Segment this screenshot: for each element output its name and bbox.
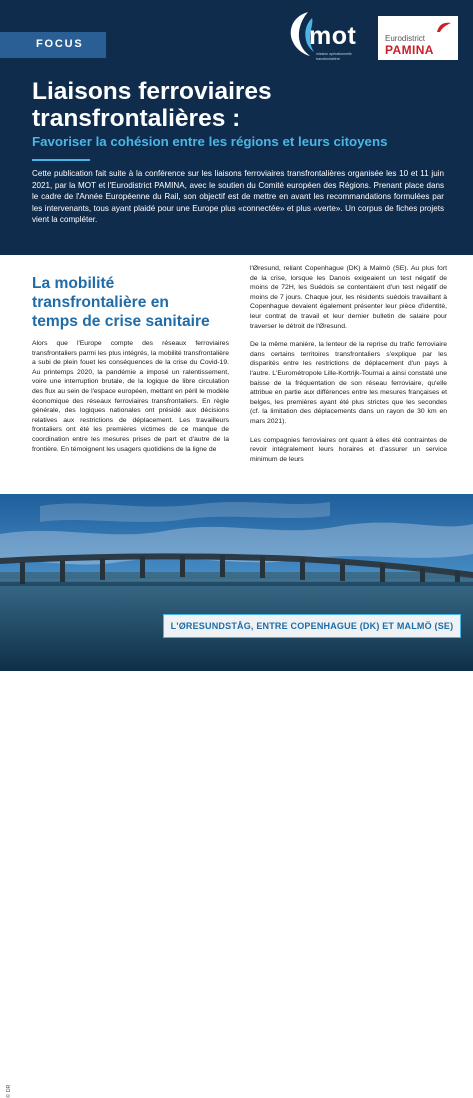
mot-logo [282,10,358,66]
right-paragraph-2: De la même manière, la lenteur de la reprise du trafic ferroviaire dans certains territoires transfrontaliers s'explique par les disparités entre les restrictions de déplacement d'un pays à l'autre. L'Eurométropole Lille-Kortrijk-Tournai a ainsi constaté une baisse de la fréquentation de son réseau ferroviaire, qu'elle attribue en partie aux différences entre les mesures françaises et belges, les premières ayant été plus strictes que les secondes (cf. la limitation des déplacements dans un rayon de 30 km en mars 2021). [250,341,447,425]
oresund-bridge-image [0,494,473,671]
right-paragraph-1: l'Øresund, reliant Copenhague (DK) à Malmö (SE). Au plus fort de la crise, lorsque les Danois exigeaient un test négatif de moins de 72H, les Suédois se contentaient d'un test négatif de moins de 7 jours. Chaque jour, les résidents suédois travaillant à Copenhague devaient également présenter leur pièce d'identité, leur contrat de travail et leur dernier bulletin de salaire pour traverser le détroit de l'Øresund. [250,265,447,330]
pamina-logo [378,16,458,60]
mot-subtitle: mission opérationnelle transfrontalière [316,52,352,61]
section-title-line-1: La mobilité [32,275,115,292]
photo-caption: L'ØRESUNDSTÅG, ENTRE COPENHAGUE (DK) ET MALMÖ (SE) [163,614,461,638]
title-line-2: transfrontalières : [32,105,241,132]
bridge-photo [0,494,473,1098]
page-title [32,78,452,132]
section-title-line-2: transfrontalière en [32,294,169,311]
intro-paragraph: Cette publication fait suite à la conférence sur les liaisons ferroviaires transfrontalières organisée les 10 et 11 juin 2021, par la MOT et l'Eurodistrict PAMINA, avec le soutien du Comité européen des Régions. Prenant place dans le cadre de l'Année Européenne du Rail, son objectif est de mettre en avant les recommandations formulées par les intervenants, tous ayant plaidé pour une Europe plus «connectée» et plus «verte». Un corpus de fiches projets vient la compléter. [32,169,444,225]
right-paragraph-3: Les compagnies ferroviaires ont quant à elles été contraintes de revoir intégralement leurs horaires et d'assurer un service minimum de leurs [250,436,447,463]
pamina-eurodistrict-text: Eurodistrict [385,34,426,43]
mot-wordmark: mot [309,22,357,50]
title-line-1: Liaisons ferroviaires [32,78,272,105]
focus-tab [0,32,106,58]
section-title [32,274,232,331]
left-paragraph: Alors que l'Europe compte des réseaux ferroviaires transfrontaliers parmi les plus intégrés, la mobilité transfrontalière a subi de plein fouet les conséquences de la crise du Covid-19. Au printemps 2020, la pandémie a imposé un ralentissement, voire une interruption brutale, de la logique de libre circulation des flux au sein de l'espace européen, mettant en péril le modèle économique des réseaux ferroviaires transfrontaliers. En règle générale, des logiques nationales ont présidé aux décisions relatives aux restrictions de déplacement. Les travailleurs frontaliers ont été les premières victimes de ce manque de coordination entre les mesures prises de part et d'autre de la frontière. En témoignent les usagers quotidiens de la ligne de [32,340,229,453]
photo-credit: © DR [6,1084,12,1098]
pamina-mark-icon [436,21,452,33]
right-column [250,264,447,489]
header-divider [32,159,90,161]
pamina-name-text: PAMINA [385,43,434,57]
focus-label: FOCUS [36,38,84,50]
header-banner [0,0,473,255]
section-title-line-3: temps de crise sanitaire [32,313,210,330]
left-column [32,339,229,494]
page-subtitle: Favoriser la cohésion entre les régions et leurs citoyens [32,134,388,149]
